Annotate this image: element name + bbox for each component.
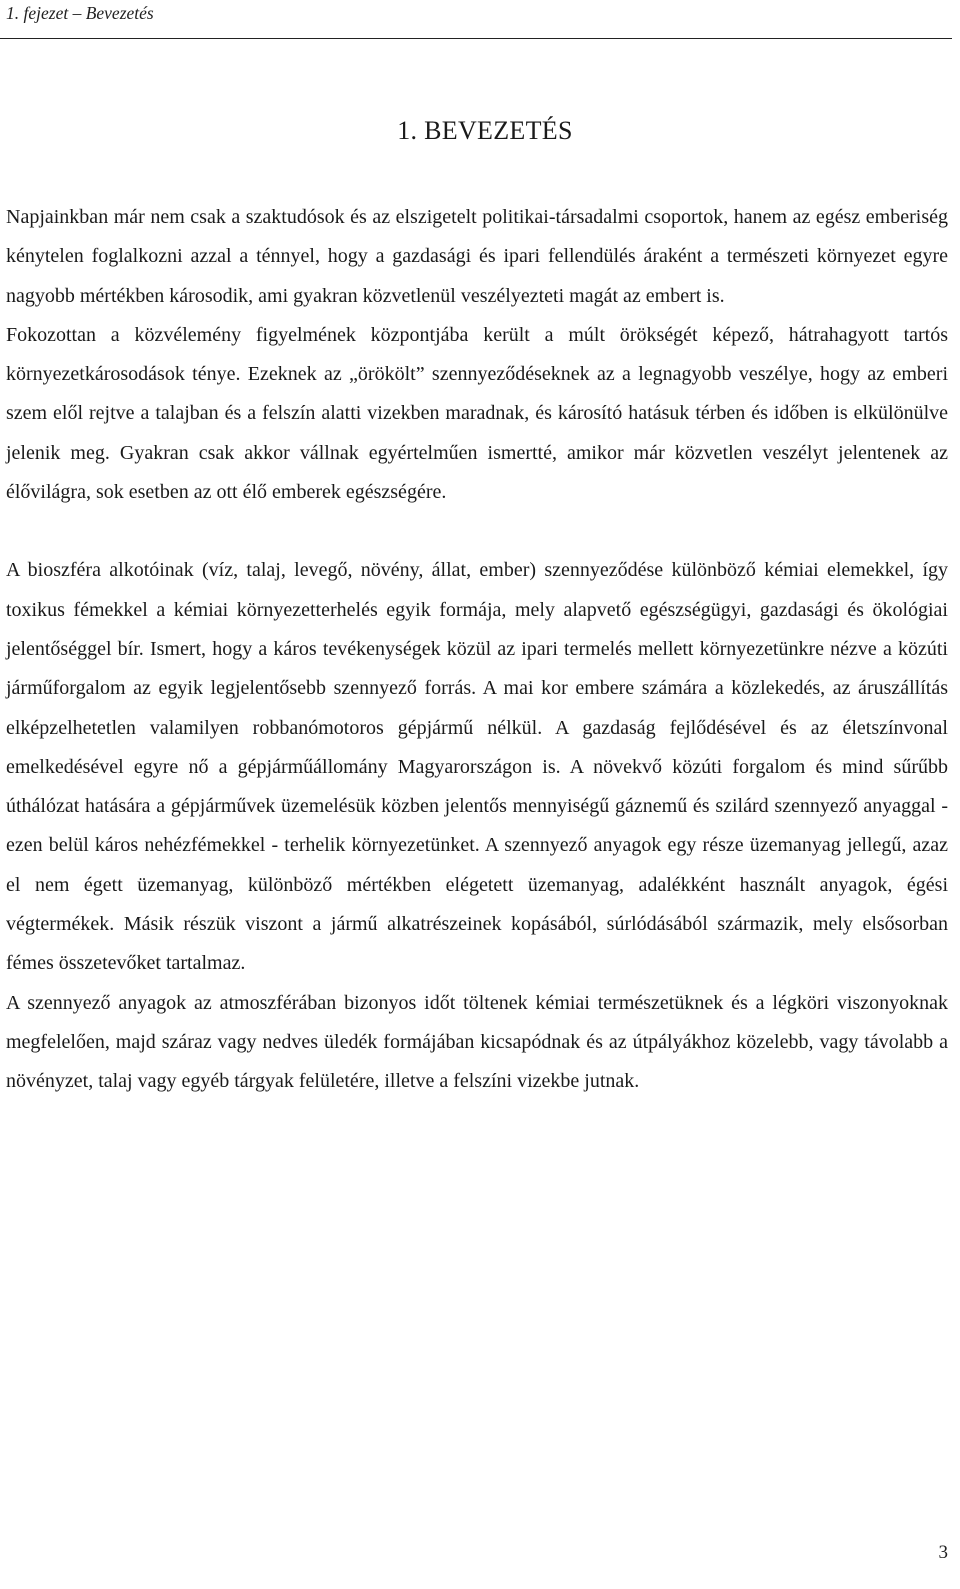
paragraph-4: A szennyező anyagok az atmoszférában bizonyos időt töltenek kémiai természetüknek és a légköri viszonyoknak megfelelően, majd száraz vagy nedves üledék formájában kicsapódnak és az útpályákhoz közelebb, vagy távolabb a növényzet, talaj vagy egyéb tárgyak felületére, illetve a felszíni vizekbe jutnak.: [6, 991, 948, 1093]
paragraph-2: Fokozottan a közvélemény figyelmének központjába került a múlt örökségét képező, hátrahagyott tartós környezetkárosodások ténye. Ezeknek az „örökölt” szennyeződéseknek az a legnagyobb veszélye, hogy az emberi szem elől rejtve a talajban és a felszín alatti vizekben maradnak, és károsító hatásuk térben és időben is elkülönülve jelenik meg. Gyakran csak akkor vállnak egyértelműen ismertté, amikor már közvetlen veszélyt jelentenek az élővilágra, sok esetben az ott élő emberek egészségére.: [6, 323, 948, 504]
page-number: 3: [938, 1542, 948, 1563]
running-header-title: 1. fejezet – Bevezetés: [6, 3, 154, 23]
chapter-title: 1. BEVEZETÉS: [397, 116, 573, 145]
running-header: [0, 0, 952, 39]
body-text: [6, 198, 948, 1102]
paragraph-1: Napjainkban már nem csak a szaktudósok és az elszigetelt politikai-társadalmi csoportok, hanem az egész emberiség kénytelen foglalkozni azzal a ténnyel, hogy a gazdasági és ipari fellendülés áraként a természeti környezet egyre nagyobb mértékben károsodik, ami gyakran közvetlenül veszélyezteti magát az embert is.: [6, 206, 948, 307]
paragraph-3: A bioszféra alkotóinak (víz, talaj, levegő, növény, állat, ember) szennyeződése különböző kémiai elemekkel, így toxikus fémekkel a kémiai környezetterhelés egyik formája, mely alapvető egészségügyi, gazdasági és ökológiai jelentőséggel bír. Ismert, hogy a káros tevékenységek közül az ipari termelés mellett környezetünkre nézve a közúti járműforgalom az egyik legjelentősebb szennyező forrás. A mai kor embere számára a közlekedés, az áruszállítás elképzelhetetlen valamilyen robbanómotoros gépjármű nélkül. A gazdaság fejlődésével és az életszínvonal emelkedésével egyre nő a gépjárműállomány Magyarországon is. A növekvő közúti forgalom és mind sűrűbb úthálózat hatására a gépjárművek üzemelésük közben jelentős mennyiségű gáznemű és szilárd szennyező anyaggal - ezen belül káros nehézfémekkel - terhelik környezetünket. A szennyező anyagok egy része üzemanyag jellegű, azaz el nem égett üzemanyag, különböző mértékben elégetett üzemanyag, adalékként használt anyagok, égési végtermékek. Másik részük viszont a jármű alkatrészeinek kopásából, súrlódásából származik, mely elsősorban fémes összetevőket tartalmaz.: [6, 559, 948, 975]
